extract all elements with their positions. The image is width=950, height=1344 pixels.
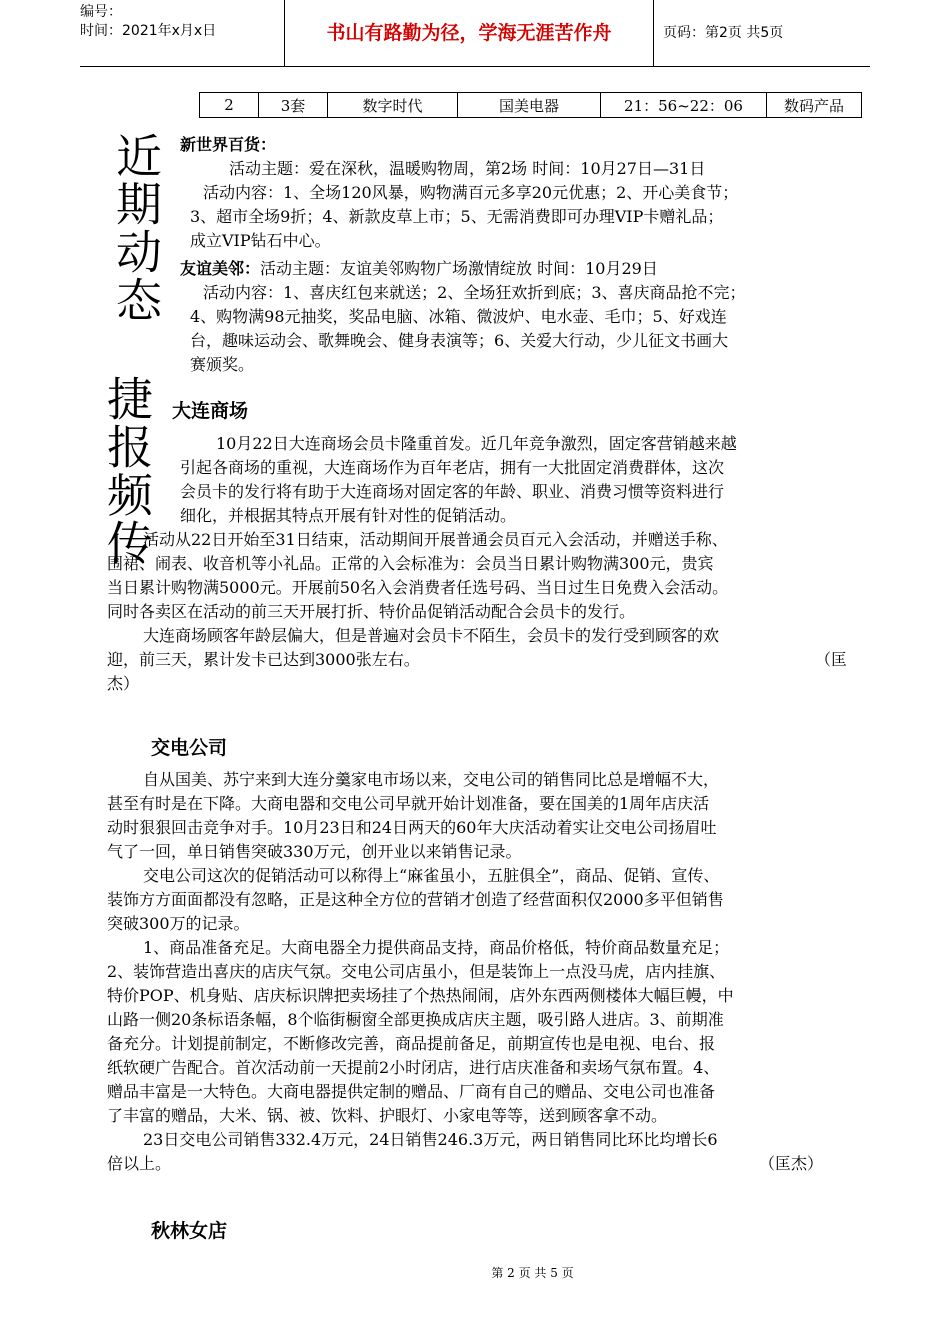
dalian-line: 迎，前三天，累计发卡已达到3000张左右。 — [107, 650, 420, 669]
youyi-content-2: 4、购物满98元抽奖，奖品电脑、冰箱、微波炉、电水壶、毛巾；5、好戏连 — [190, 307, 727, 326]
header-meta — [80, 0, 284, 69]
jiaodian-line: 1、商品准备充足。大商电器全力提供商品支持，商品价格低，特价商品数量充足； — [143, 938, 730, 957]
table-cell: 国美电器 — [458, 93, 601, 118]
dalian-author-tail: 杰） — [107, 674, 140, 693]
new-world-name: 新世界百货： — [180, 135, 277, 154]
new-world-content-3: 成立VIP钻石中心。 — [190, 231, 331, 250]
jiaodian-line: 交电公司这次的促销活动可以称得上“麻雀虽小，五脏俱全”，商品、促销、宣传、 — [143, 866, 720, 885]
jiaodian-line: 突破300万的记录。 — [107, 914, 250, 933]
youyi-section — [180, 257, 860, 377]
jiaodian-line: 自从国美、苏宁来到大连分羹家电市场以来，交电公司的销售同比总是增幅不大， — [143, 770, 720, 789]
header-page-label: 页码：第2页 共5页 — [663, 25, 784, 41]
dalian-line: 活动从22日开始至31日结束，活动期间开展普通会员百元入会活动，并赠送手称、 — [143, 530, 728, 549]
page-footer: 第 2 页 共 5 页 — [491, 1266, 574, 1280]
number-label: 编号： — [80, 4, 122, 20]
table-row — [200, 93, 862, 118]
header-motto: 书山有路勤为径，学海无涯苦作舟 — [284, 0, 654, 66]
dalian-title: 大连商场 — [172, 400, 249, 422]
dalian-line: 10月22日大连商场会员卡隆重首发。近几年竞争激烈，固定客营销越来越 — [216, 434, 737, 453]
jiaodian-line: 动时狠狠回击竞争对手。10月23日和24日两天的60年大庆活动着实让交电公司扬眉吐 — [107, 818, 717, 837]
dalian-line: 当日累计购物满5000元。开展前50名入会消费者任选号码、当日过生日免费入会活动。 — [107, 578, 729, 597]
jiaodian-line: 装饰方方面面都没有忽略，正是这种全方位的营销才创造了经营面积仅2000多平但销售 — [107, 890, 724, 909]
side-title-news: 捷报频传 — [100, 375, 154, 567]
youyi-content-1: 活动内容：1、喜庆红包来就送；2、全场狂欢折到底；3、喜庆商品抢不完； — [203, 283, 746, 302]
jiaodian-body — [107, 768, 867, 1176]
jiaodian-line: 了丰富的赠品，大米、锅、被、饮料、护眼灯、小家电等等，送到顾客拿不动。 — [107, 1106, 668, 1125]
youyi-content-4: 赛颁奖。 — [190, 355, 255, 374]
jiaodian-line: 甚至有时是在下降。大商电器和交电公司早就开始计划准备，要在国美的1周年店庆活 — [107, 794, 710, 813]
jiaodian-line: 山路一侧20条标语条幅，8个临街橱窗全部更换成店庆主题，吸引路人进店。3、前期准 — [107, 1010, 724, 1029]
dalian-line: 围裙、闹表、收音机等小礼品。正常的入会标准为：会员当日累计购物满300元，贵宾 — [107, 554, 714, 573]
time-label: 时间：2021年x月x日 — [80, 23, 217, 39]
youyi-theme: 活动主题：友谊美邻购物广场激情绽放 时间：10月29日 — [260, 259, 658, 278]
dalian-intro — [180, 432, 860, 528]
table-cell: 数码产品 — [767, 93, 862, 118]
jiaodian-line: 备充分。计划提前制定，不断修改完善，商品提前备足，前期宣传也是电视、电台、报 — [107, 1034, 716, 1053]
youyi-name: 友谊美邻： — [180, 259, 261, 278]
qiulin-title: 秋林女店 — [151, 1220, 228, 1242]
dalian-line: 同时各卖区在活动的前三天开展打折、特价品促销活动配合会员卡的发行。 — [107, 602, 636, 621]
jiaodian-line: 气了一回，单日销售突破330万元，创开业以来销售记录。 — [107, 842, 522, 861]
new-world-section — [180, 133, 860, 253]
dalian-body — [107, 528, 867, 696]
dalian-line: 会员卡的发行将有助于大连商场对固定客的年龄、职业、消费习惯等资料进行 — [180, 482, 725, 501]
dalian-line: 细化，并根据其特点开展有针对性的促销活动。 — [180, 506, 517, 525]
dalian-author: （匡 — [814, 650, 847, 669]
schedule-table — [199, 92, 862, 118]
jiaodian-author: （匡杰） — [758, 1154, 823, 1173]
table-cell: 2 — [200, 93, 259, 118]
table-cell: 数字时代 — [328, 93, 458, 118]
jiaodian-line: 纸软硬广告配合。首次活动前一天提前2小时闭店，进行店庆准备和卖场气氛布置。4、 — [107, 1058, 720, 1077]
jiaodian-line: 特价POP、机身贴、店庆标识牌把卖场挂了个热热闹闹，店外东西两侧楼体大幅巨幔，中 — [107, 986, 734, 1005]
youyi-content-3: 台，趣味运动会、歌舞晚会、健身表演等；6、关爱大行动，少儿征文书画大 — [190, 331, 729, 350]
jiaodian-line: 赠品丰富是一大特色。大商电器提供定制的赠品、厂商有自己的赠品、交电公司也准备 — [107, 1082, 716, 1101]
dalian-line: 引起各商场的重视，大连商场作为百年老店，拥有一大批固定消费群体，这次 — [180, 458, 725, 477]
page-header — [80, 0, 870, 67]
new-world-content-1: 活动内容：1、全场120风暴，购物满百元多享20元优惠；2、开心美食节； — [203, 183, 739, 202]
jiaodian-title: 交电公司 — [151, 737, 228, 759]
jiaodian-line: 23日交电公司销售332.4万元，24日销售246.3万元，两日销售同比环比均增长6 — [143, 1130, 718, 1149]
side-title-recent: 近期动态 — [109, 132, 163, 324]
new-world-content-2: 3、超市全场9折；4、新款皮草上市；5、无需消费即可办理VIP卡赠礼品； — [190, 207, 724, 226]
jiaodian-line: 倍以上。 — [107, 1154, 172, 1173]
dalian-line: 大连商场顾客年龄层偏大，但是普遍对会员卡不陌生，会员卡的发行受到顾客的欢 — [143, 626, 720, 645]
jiaodian-line: 2、装饰营造出喜庆的店庆气氛。交电公司店虽小，但是装饰上一点没马虎，店内挂旗、 — [107, 962, 726, 981]
table-cell: 21：56~22：06 — [601, 93, 767, 118]
table-cell: 3套 — [259, 93, 328, 118]
new-world-theme: 活动主题：爱在深秋，温暖购物周，第2场 时间：10月27日—31日 — [229, 159, 706, 178]
